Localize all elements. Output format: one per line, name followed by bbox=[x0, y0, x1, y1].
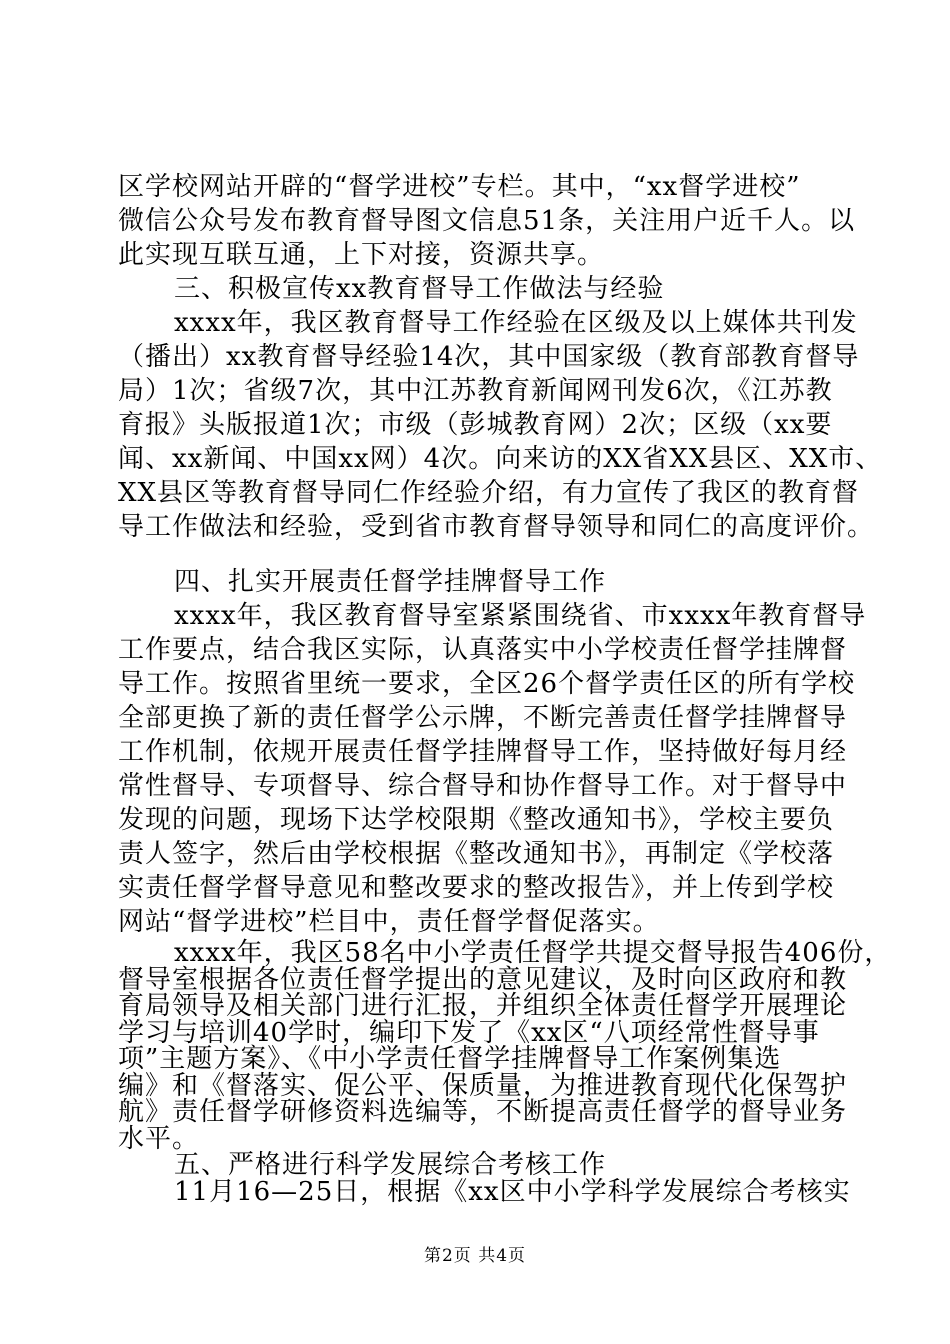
page-footer: 第2页 共4页 bbox=[423, 1246, 527, 1266]
body-text-line: 微信公众号发布教育督导图文信息51条，关注用户近千人。以 bbox=[118, 206, 856, 236]
section-heading-5: 五、严格进行科学发展综合考核工作 bbox=[174, 1150, 607, 1180]
section-heading-3: 三、积极宣传xx教育督导工作做法与经验 bbox=[174, 274, 665, 304]
body-text-line: 育报》头版报道1次；市级（彭城教育网）2次；区级（xx要 bbox=[118, 410, 833, 440]
body-text-line: 学习与培训40学时，编印下发了《xx区“八项经常性督导事 bbox=[118, 1018, 820, 1048]
body-text-line: 航》责任督学研修资料选编等，不断提高责任督学的督导业务 bbox=[118, 1097, 848, 1127]
section-heading-4: 四、扎实开展责任督学挂牌督导工作 bbox=[174, 567, 607, 597]
body-text-line: 编》和《督落实、促公平、保质量，为推进教育现代化保驾护 bbox=[118, 1071, 848, 1101]
body-text-line: 水平。 bbox=[118, 1124, 200, 1154]
body-text-line: 导工作。按照省里统一要求，全区26个督学责任区的所有学校 bbox=[118, 669, 856, 699]
body-text-line: 责人签字，然后由学校根据《整改通知书》，再制定《学校落 bbox=[118, 839, 835, 869]
body-text-line: 局）1次；省级7次，其中江苏教育新闻网刊发6次，《江苏教 bbox=[118, 376, 833, 406]
body-text-line: （播出）xx教育督导经验14次，其中国家级（教育部教育督导 bbox=[118, 342, 860, 372]
body-text-line: 导工作做法和经验，受到省市教育督导领导和同仁的高度评价。 bbox=[118, 512, 875, 542]
paragraph-first-line: xxxx年，我区58名中小学责任督学共提交督导报告406份， bbox=[174, 938, 892, 968]
body-text-line: 此实现互联互通，上下对接，资源共享。 bbox=[118, 240, 605, 270]
body-text-line: 工作机制，依规开展责任督学挂牌督导工作，坚持做好每月经 bbox=[118, 737, 848, 767]
body-text-line: 督导室根据各位责任督学提出的意见建议，及时向区政府和教 bbox=[118, 965, 848, 995]
body-text-line: 网站“督学进校”栏目中，责任督学督促落实。 bbox=[118, 907, 660, 937]
body-text-line: 常性督导、专项督导、综合督导和协作督导工作。对于督导中 bbox=[118, 771, 848, 801]
body-text-line: 项”主题方案》、《中小学责任督学挂牌督导工作案例集选 bbox=[118, 1044, 782, 1074]
paragraph-first-line: 11月16—25日，根据《xx区中小学科学发展综合考核实 bbox=[174, 1177, 851, 1207]
body-text-line: XX县区等教育督导同仁作经验介绍，有力宣传了我区的教育督 bbox=[118, 478, 860, 508]
body-text-line: 工作要点，结合我区实际，认真落实中小学校责任督学挂牌督 bbox=[118, 635, 848, 665]
paragraph-first-line: xxxx年，我区教育督导室紧紧围绕省、市xxxx年教育督导 bbox=[174, 601, 867, 631]
body-text-line: 育局领导及相关部门进行汇报，并组织全体责任督学开展理论 bbox=[118, 991, 848, 1021]
body-text-line: 全部更换了新的责任督学公示牌，不断完善责任督学挂牌督导 bbox=[118, 703, 848, 733]
paragraph-first-line: xxxx年，我区教育督导工作经验在区级及以上媒体共刊发 bbox=[174, 308, 858, 338]
body-text-line: 实责任督学督导意见和整改要求的整改报告》，并上传到学校 bbox=[118, 873, 835, 903]
body-text-line: 发现的问题，现场下达学校限期《整改通知书》，学校主要负 bbox=[118, 805, 835, 835]
body-text-line: 闻、xx新闻、中国xx网）4次。向来访的XX省XX县区、XX市、 bbox=[118, 444, 883, 474]
body-text-line: 区学校网站开辟的“督学进校”专栏。其中，“xx督学进校” bbox=[118, 172, 801, 202]
